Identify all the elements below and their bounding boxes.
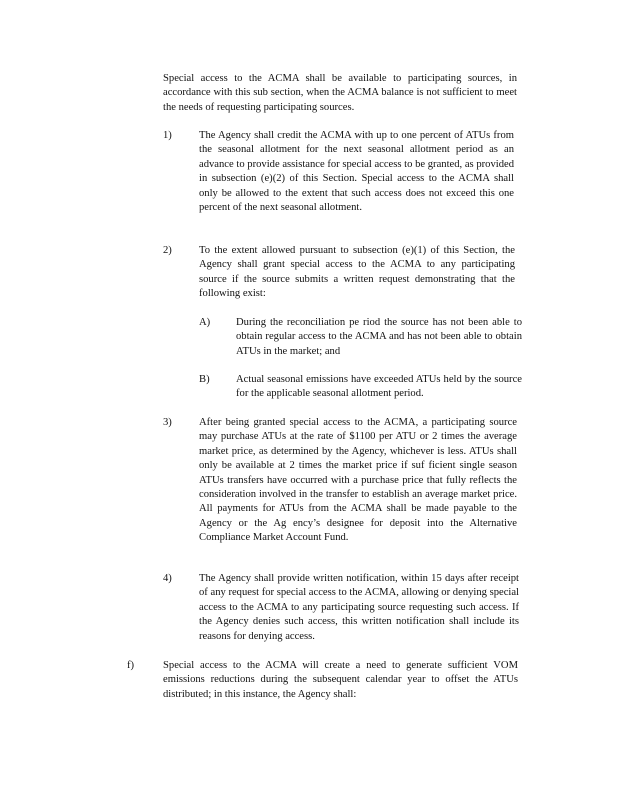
subitem-a-text: During the reconciliation pe riod the source has not been able to obtain regular access to the ACMA and has not been able to obtain ATUs in the market; and bbox=[236, 317, 522, 357]
item-4-marker: 4) bbox=[163, 573, 172, 584]
item-2-text: To the extent allowed pursuant to subsection (e)(1) of this Section, the Agency shall grant special access to the ACMA to any participating source if the source submits a written request demonstrating that the following exist: bbox=[199, 245, 515, 300]
item-3-text: After being granted special access to the ACMA, a participating source may purchase ATUs at the rate of $1100 per ATU or 2 times the average market price, as determined by the Agency, whichever is less. ATUs shall only be available at 2 times the market price if suf ficient single season ATUs transfers have occurred with a purchase price that fully reflects the consideration involved in the transfer to establish an average market price. All payments for ATUs from the ACMA shall be made payable to the Agency or the Ag ency’s designee for deposit into the Alternative Compliance Market Account Fund. bbox=[199, 417, 517, 544]
subitem-b-marker: B) bbox=[199, 374, 210, 385]
item-3-marker: 3) bbox=[163, 417, 172, 428]
item-2-marker: 2) bbox=[163, 245, 172, 256]
intro-paragraph: Special access to the ACMA shall be available to participating sources, in accordance with this sub section, when the ACMA balance is not sufficient to meet the needs of requesting participating sources. bbox=[163, 73, 517, 113]
section-f-text: Special access to the ACMA will create a need to generate sufficient VOM emissions reductions during the subsequent calendar year to offset the ATUs distributed; in this instance, the Agency shall: bbox=[163, 660, 518, 700]
item-1-text: The Agency shall credit the ACMA with up to one percent of ATUs from the seasonal allotment for the next seasonal allotment period as an advance to provide assistance for special access to be granted, as provided in subsection (e)(2) of this Section. Special access to the ACMA shall only be allowed to the extent that such access does not exceed this one percent of the next seasonal allotment. bbox=[199, 130, 514, 214]
section-f-marker: f) bbox=[127, 660, 135, 671]
subitem-a-marker: A) bbox=[199, 317, 211, 328]
subitem-b-text: Actual seasonal emissions have exceeded ATUs held by the source for the applicable seasonal allotment period. bbox=[236, 374, 522, 400]
item-4-text: The Agency shall provide written notification, within 15 days after receipt of any request for special access to the ACMA, allowing or denying special access to the ACMA to any participating source requesting such access. If the Agency denies such access, this written notification shall include its reasons for denying access. bbox=[199, 573, 519, 642]
item-1-marker: 1) bbox=[163, 130, 172, 141]
